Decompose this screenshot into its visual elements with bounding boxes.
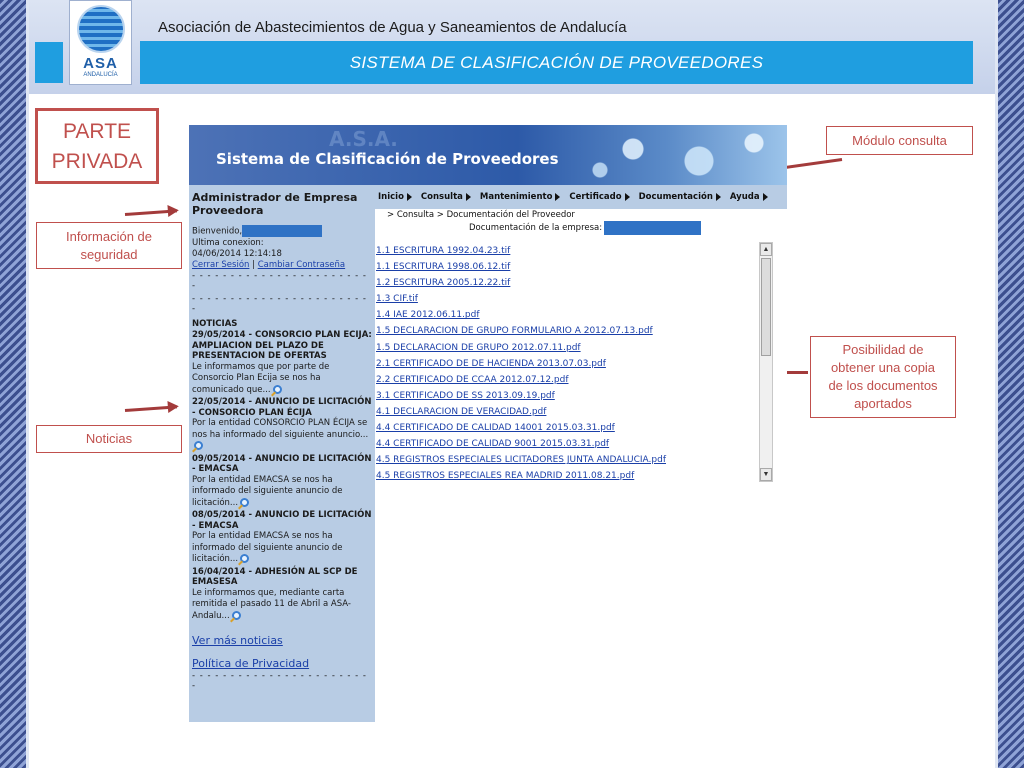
news-title[interactable]: 22/05/2014 - ANUNCIO DE LICITACIÓN - CONSORCIO PLAN ÉCIJA — [192, 397, 372, 418]
section-label-box — [35, 108, 159, 184]
callout-posibilidad-text: Posibilidad de obtener una copia de los documentos aportados — [828, 342, 938, 411]
menu-inicio-label: Inicio — [378, 192, 404, 202]
menu-consulta[interactable] — [421, 192, 471, 202]
triangle-right-icon — [466, 193, 471, 201]
document-link[interactable]: 4.4 CERTIFICADO DE CALIDAD 9001 2015.03.31.pdf — [376, 439, 610, 450]
document-link[interactable]: 1.5 DECLARACION DE GRUPO 2012.07.11.pdf — [376, 342, 581, 353]
news-body-text: Le informamos que por parte de Consorcio Plan Ecija se nos ha comunicado que... — [192, 361, 330, 395]
arrow-to-news — [125, 405, 177, 412]
menu-documentacion-label: Documentación — [638, 192, 713, 202]
callout-noticias — [36, 425, 182, 453]
magnifier-icon[interactable] — [240, 498, 249, 507]
last-connection-value: 04/06/2014 12:14:18 — [192, 248, 282, 259]
menu-mantenimiento[interactable] — [480, 192, 561, 202]
news-body-text: Por la entidad EMACSA se nos ha informado del siguiente anuncio de licitación... — [192, 474, 343, 508]
app-watermark: A.S.A. — [329, 127, 398, 151]
section-label-line2: PRIVADA — [51, 150, 143, 173]
triangle-right-icon — [763, 193, 768, 201]
org-name: Asociación de Abastecimientos de Agua y Saneamientos de Andalucía — [158, 19, 627, 36]
welcome-text: Bienvenido, — [192, 226, 243, 237]
logout-link[interactable]: Cerrar Sesión — [192, 259, 250, 270]
document-link[interactable]: 3.1 CERTIFICADO DE SS 2013.09.19.pdf — [376, 390, 555, 401]
document-link[interactable]: 1.1 ESCRITURA 1998.06.12.tif — [376, 262, 511, 273]
right-border-stripe — [998, 0, 1024, 768]
divider: - - - - - - - - - - - - - - - - - - - - - - - — [192, 293, 367, 304]
app-title: Sistema de Clasificación de Proveedores — [216, 150, 559, 168]
document-link[interactable]: 1.4 IAE 2012.06.11.pdf — [376, 310, 480, 321]
document-list-scrollbar[interactable] — [759, 242, 773, 482]
news-body — [192, 418, 372, 453]
news-body — [192, 362, 372, 397]
globe-icon — [77, 5, 125, 53]
news-body — [192, 531, 372, 566]
news-item — [192, 397, 372, 453]
menu-documentacion[interactable] — [639, 192, 721, 202]
scroll-up-button[interactable] — [760, 243, 772, 256]
divider: - - - - - - - - - - - - - - - - - - - - - - - — [192, 671, 367, 681]
divider: - - - - - - - - - - - - - - - - - - - - - - - — [192, 270, 367, 281]
scroll-down-button[interactable] — [760, 468, 772, 481]
document-link[interactable]: 4.5 REGISTROS ESPECIALES LICITADORES JUNTA ANDALUCIA.pdf — [376, 455, 666, 466]
divider-end: - — [192, 303, 197, 314]
news-body-text: Le informamos que, mediante carta remitida el pasado 11 de Abril a ASA-Andalu... — [192, 587, 351, 621]
document-link[interactable]: 2.2 CERTIFICADO DE CCAA 2012.07.12.pdf — [376, 374, 569, 385]
callout-informacion-seguridad-text: Información de seguridad — [66, 228, 152, 262]
change-password-link[interactable]: Cambiar Contraseña — [257, 259, 346, 270]
news-body — [192, 475, 372, 510]
sidebar-heading: Administrador de Empresa Proveedora — [192, 191, 358, 217]
news-body — [192, 588, 372, 623]
news-heading: NOTICIAS — [192, 318, 238, 329]
document-link[interactable]: 1.3 CIF.tif — [376, 294, 418, 305]
callout-noticias-text: Noticias — [85, 431, 133, 446]
callout-informacion-seguridad — [36, 222, 182, 269]
triangle-right-icon — [555, 193, 560, 201]
news-title[interactable]: 09/05/2014 - ANUNCIO DE LICITACIÓN - EMACSA — [192, 453, 372, 474]
chevron-up-icon: ▲ — [762, 246, 770, 253]
document-link[interactable]: 1.1 ESCRITURA 1992.04.23.tif — [376, 246, 511, 256]
callout-modulo-consulta — [826, 126, 973, 155]
system-title: SISTEMA DE CLASIFICACIÓN DE PROVEEDORES — [349, 52, 764, 72]
document-link[interactable]: 4.5 REGISTROS ESPECIALES REA MADRID 2011.08.21.pdf — [376, 471, 635, 482]
privacy-policy-link[interactable]: Política de Privacidad — [192, 657, 310, 670]
app-screenshot — [189, 125, 787, 722]
session-links — [192, 260, 372, 271]
section-label-line1: PARTE — [62, 120, 132, 143]
news-body-text: Por la entidad CONSORCIO PLAN ÉCIJA se nos ha informado del siguiente anuncio... — [192, 418, 369, 440]
menu-ayuda[interactable] — [730, 192, 768, 202]
news-item — [192, 454, 372, 510]
menu-mantenimiento-label: Mantenimiento — [479, 192, 553, 202]
link-separator: | — [252, 259, 255, 270]
news-title[interactable]: 16/04/2014 - ADHESIÓN AL SCP DE EMASESA — [192, 566, 358, 587]
company-docs-text: Documentación de la empresa: — [469, 223, 603, 233]
document-link[interactable]: 1.2 ESCRITURA 2005.12.22.tif — [376, 278, 511, 289]
company-docs-label — [469, 221, 701, 235]
document-link[interactable]: 4.1 DECLARACION DE VERACIDAD.pdf — [376, 406, 547, 417]
logo-subtext: ANDALUCÍA — [83, 72, 118, 78]
menu-certificado[interactable] — [569, 192, 629, 202]
triangle-right-icon — [716, 193, 721, 201]
logo-text: ASA — [83, 55, 118, 72]
magnifier-icon[interactable] — [194, 441, 203, 450]
redacted-company — [604, 221, 701, 235]
arrow-to-admin — [125, 209, 177, 216]
menu-ayuda-label: Ayuda — [729, 192, 760, 202]
magnifier-icon[interactable] — [232, 611, 241, 620]
sidebar — [189, 185, 375, 722]
menu-consulta-label: Consulta — [420, 192, 463, 202]
water-bubbles-image — [567, 125, 787, 185]
news-item — [192, 330, 372, 396]
news-title[interactable]: 08/05/2014 - ANUNCIO DE LICITACIÓN - EMACSA — [192, 510, 372, 531]
callout-modulo-consulta-text: Módulo consulta — [852, 132, 947, 148]
callout-posibilidad-copia — [810, 336, 956, 418]
chevron-down-icon: ▼ — [762, 471, 770, 478]
document-list — [376, 243, 666, 484]
welcome-line — [192, 225, 372, 238]
main-menu — [375, 185, 787, 209]
last-connection-label: Ultima conexion: — [192, 237, 264, 248]
left-inner-frame — [26, 0, 29, 768]
news-item — [192, 567, 372, 623]
news-title[interactable]: 29/05/2014 - CONSORCIO PLAN ECIJA: AMPLIACION DEL PLAZO DE PRESENTACION DE OFERTAS — [192, 330, 372, 361]
divider-end: - — [192, 280, 197, 291]
redacted-username — [242, 225, 322, 237]
document-link[interactable]: 4.4 CERTIFICADO DE CALIDAD 14001 2015.03.31.pdf — [376, 423, 615, 434]
magnifier-icon[interactable] — [240, 554, 249, 563]
magnifier-icon[interactable] — [273, 385, 282, 394]
triangle-right-icon — [625, 193, 630, 201]
triangle-right-icon — [407, 193, 412, 201]
left-border-stripe — [0, 0, 26, 768]
menu-certificado-label: Certificado — [569, 192, 622, 202]
document-link[interactable]: 1.5 DECLARACION DE GRUPO FORMULARIO A 2012.07.13.pdf — [376, 326, 653, 337]
header-accent-block — [35, 42, 63, 83]
news-item — [192, 510, 372, 566]
divider-end: - — [192, 681, 197, 691]
scroll-thumb[interactable] — [761, 258, 771, 356]
app-header — [189, 125, 787, 185]
system-title-bar — [140, 41, 973, 84]
more-news-link[interactable]: Ver más noticias — [192, 634, 283, 647]
news-body-text: Por la entidad EMACSA se nos ha informado del siguiente anuncio de licitación... — [192, 531, 343, 564]
menu-inicio[interactable] — [378, 192, 412, 202]
breadcrumb: > Consulta > Documentación del Proveedor — [387, 210, 575, 220]
document-link[interactable]: 2.1 CERTIFICADO DE DE HACIENDA 2013.07.03.pdf — [376, 358, 606, 369]
right-inner-frame — [995, 0, 998, 768]
asa-logo — [69, 0, 132, 85]
